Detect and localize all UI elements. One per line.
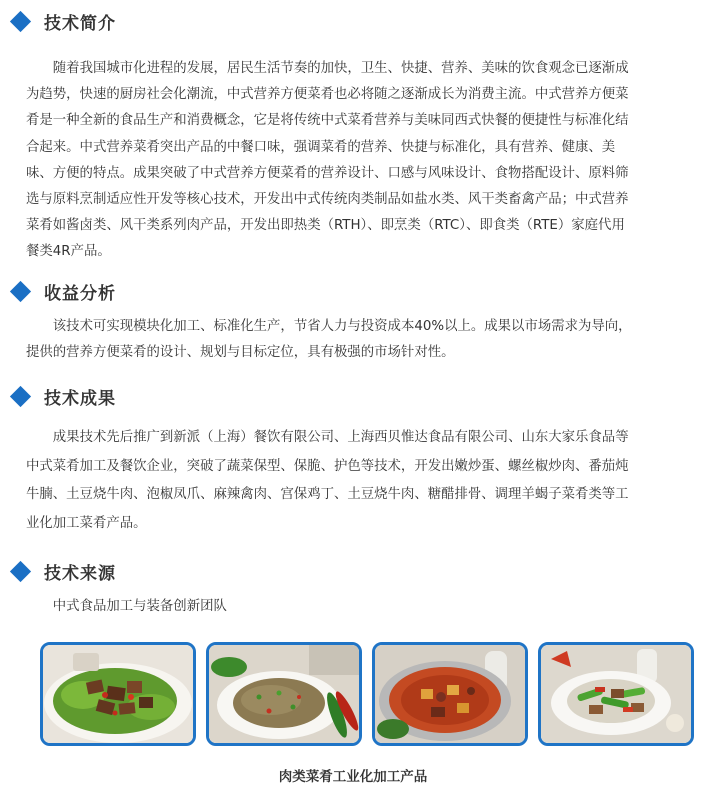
braised-meat-dish-photo — [40, 642, 196, 746]
gallery-caption: 肉类菜肴工业化加工产品 — [278, 769, 428, 785]
product-photo-gallery — [40, 642, 694, 748]
section-heading-results — [10, 383, 116, 409]
text-line: 中式菜肴加工及餐饮企业，突破了蔬菜保型、保脆、护色等技术，开发出嫩炒蛋、螺丝椒炒肉、番茄炖 — [26, 458, 629, 474]
text-line: 合起来。中式营养菜肴突出产品的中餐口味，强调菜肴的营养、快捷与标准化，具有营养、健康、美 — [26, 139, 616, 155]
text-line: 选与原料烹制适应性开发等核心技术，开发出中式传统肉类制品如盐水类、风干类畜禽产品；中式营养 — [26, 192, 629, 208]
section-body-source — [26, 596, 682, 618]
diamond-bullet-icon — [10, 280, 31, 301]
diamond-bullet-icon — [10, 385, 31, 406]
diamond-bullet-icon — [10, 560, 31, 581]
section-body-benefit — [26, 314, 682, 366]
section-title: 技术成果 — [44, 388, 116, 409]
text-line: 成果技术先后推广到新派（上海）餐饮有限公司、上海西贝惟达食品有限公司、山东大家乐食品等 — [52, 430, 629, 445]
text-line: 业化加工菜肴产品。 — [26, 515, 147, 531]
text-line: 餐类4R产品。 — [26, 244, 111, 260]
text-line: 牛腩、土豆烧牛肉、泡椒凤爪、麻辣禽肉、宫保鸡丁、土豆烧牛肉、糖醋排骨、调理羊蝎子菜肴类等工 — [26, 487, 629, 502]
section-body-intro — [26, 56, 682, 266]
section-body-results — [26, 424, 682, 538]
diamond-bullet-icon — [10, 10, 31, 31]
section-title: 技术简介 — [44, 13, 116, 34]
section-heading-intro — [10, 8, 116, 34]
text-line: 中式食品加工与装备创新团队 — [52, 599, 227, 614]
text-line: 菜肴如酱卤类、风干类系列肉产品，开发出即热类（RTH）、即烹类（RTC）、即食类（RTE）家庭代用 — [26, 218, 625, 234]
text-line: 为趋势，快速的厨房社会化潮流，中式营养方便菜肴也必将随之逐渐成长为消费主流。中式营养方便菜 — [26, 87, 629, 103]
text-line: 肴是一种全新的食品生产和消费概念，它是将传统中式菜肴营养与美味同西式快餐的便捷性与标准化结 — [26, 113, 629, 129]
minced-meat-rice-dish-photo — [206, 642, 362, 746]
section-title: 收益分析 — [44, 283, 116, 304]
section-heading-source — [10, 558, 116, 584]
text-line: 味、方便的特点。成果突破了中式营养方便菜肴的营养设计、口感与风味设计、食物搭配设计、原料筛 — [26, 165, 629, 181]
section-heading-benefit — [10, 278, 116, 304]
text-line: 随着我国城市化进程的发展，居民生活节奏的加快，卫生、快捷、营养、美味的饮食观念已逐渐成 — [52, 61, 629, 76]
section-title: 技术来源 — [44, 563, 116, 584]
tomato-beef-stew-pot-photo — [372, 642, 528, 746]
text-line: 提供的营养方便菜肴的设计、规划与目标定位，具有极强的市场针对性。 — [26, 345, 455, 360]
stir-fried-pepper-meat-photo — [538, 642, 694, 746]
text-line: 该技术可实现模块化加工、标准化生产，节省人力与投资成本40%以上。成果以市场需求为导向， — [52, 319, 632, 334]
